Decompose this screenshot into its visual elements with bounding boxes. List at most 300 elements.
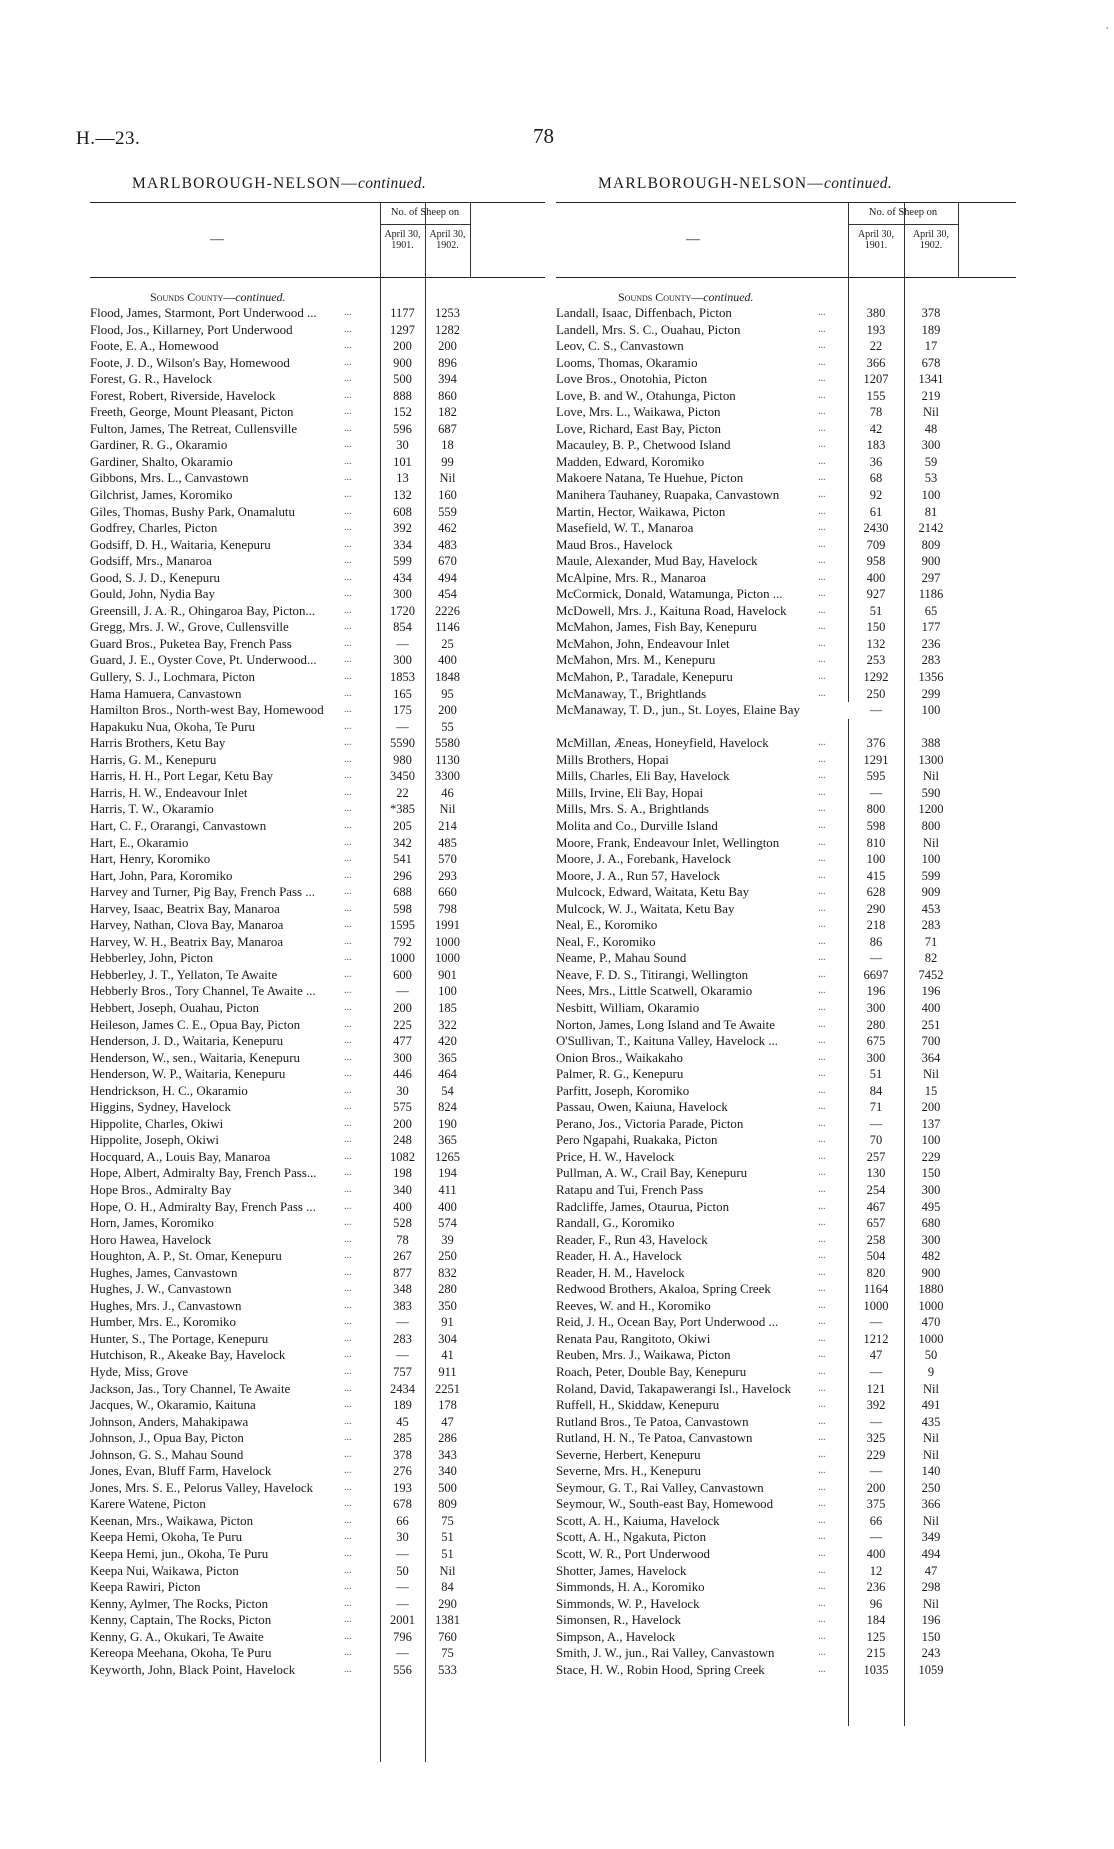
table-row [90, 652, 545, 669]
leader-dots: ... [344, 406, 352, 418]
table-row [90, 1579, 545, 1596]
table-row [556, 702, 1016, 735]
leader-dots: ... [818, 1299, 826, 1311]
sheep-1902: 860 [438, 388, 457, 403]
sheep-1902: 1000 [435, 934, 460, 949]
owner-name: Henderson, W., sen., Waitaria, Kenepuru [90, 1050, 303, 1067]
leader-dots: ... [344, 869, 352, 881]
right-header-col1-line: April 30, [857, 229, 895, 240]
table-row [556, 305, 1016, 322]
owner-name: Good, S. J. D., Kenepuru [90, 570, 223, 587]
sheep-1902: 47 [441, 1414, 454, 1429]
table-row [90, 454, 545, 471]
table-row [90, 487, 545, 504]
sheep-1902: 236 [921, 636, 941, 651]
table-row [556, 752, 1016, 769]
sheep-1901: 229 [866, 1447, 886, 1462]
sheep-1901: 342 [393, 835, 412, 850]
owner-name: Foote, E. A., Homewood [90, 338, 222, 355]
table-row [556, 1199, 1016, 1216]
table-row [556, 1529, 1016, 1546]
sheep-1901: 709 [866, 537, 886, 552]
sheep-1901: 47 [869, 1348, 883, 1363]
sheep-1901: — [869, 1530, 883, 1545]
left-header-col1-line: 1901. [391, 240, 414, 251]
sheep-1901: 66 [396, 1513, 409, 1528]
sheep-1902: 482 [921, 1249, 941, 1264]
owner-name: Giles, Thomas, Bushy Park, Onamalutu [90, 504, 298, 521]
owner-name: Kenny, Aylmer, The Rocks, Picton [90, 1596, 271, 1613]
leader-dots: ... [818, 1018, 826, 1030]
sheep-1901: — [396, 1580, 409, 1595]
table-row [90, 1612, 545, 1629]
right-header-col1 [848, 229, 904, 251]
owner-name: Freeth, George, Mount Pleasant, Picton [90, 404, 296, 421]
sheep-1902: 178 [438, 1398, 457, 1413]
leader-dots: ... [818, 1150, 826, 1162]
leader-dots: ... [344, 1663, 352, 1675]
sheep-1901: 84 [869, 1083, 883, 1098]
sheep-1901: — [396, 719, 409, 734]
owner-name: Shotter, James, Havelock [556, 1563, 690, 1580]
sheep-1901: 30 [396, 438, 409, 453]
leader-dots: ... [344, 1531, 352, 1543]
sheep-1901: 254 [866, 1182, 886, 1197]
sheep-1901: 248 [393, 1133, 412, 1148]
leader-dots: ... [818, 1564, 826, 1576]
sheep-1901: 1720 [390, 603, 415, 618]
sheep-1902: 39 [441, 1232, 454, 1247]
sheep-1902: 290 [438, 1596, 457, 1611]
owner-name: McMahon, Mrs. M., Kenepuru [556, 652, 718, 669]
leader-dots: ... [344, 737, 352, 749]
sheep-1901: 218 [866, 918, 886, 933]
leader-dots: ... [818, 952, 826, 964]
sheep-1901: 215 [866, 1646, 886, 1661]
owner-name: Jackson, Jas., Tory Channel, Te Awaite [90, 1381, 293, 1398]
leader-dots: ... [344, 902, 352, 914]
sheep-1902: 59 [924, 454, 938, 469]
sheep-1901: 71 [869, 1100, 883, 1115]
sheep-1901: 66 [869, 1513, 883, 1528]
sheep-1902: 177 [921, 620, 941, 635]
sheep-1902: 420 [438, 1034, 457, 1049]
owner-name: Love, Richard, East Bay, Picton [556, 421, 724, 438]
leader-dots: ... [344, 1117, 352, 1129]
sheep-1902: 464 [438, 1067, 457, 1082]
sheep-1902: Nil [923, 1067, 939, 1082]
table-row [556, 1083, 1016, 1100]
table-row [90, 1132, 545, 1149]
sheep-1901: 541 [393, 852, 412, 867]
table-row [90, 421, 545, 438]
leader-dots: ... [344, 1366, 352, 1377]
leader-dots: ... [818, 753, 826, 765]
table-row [556, 1430, 1016, 1447]
owner-name: Harris Brothers, Ketu Bay [90, 735, 228, 752]
sheep-1901: 688 [393, 885, 412, 900]
sheep-1902: 99 [441, 454, 454, 469]
leader-dots: ... [818, 1101, 826, 1113]
sheep-1902: 760 [438, 1629, 457, 1644]
owner-name: Simmonds, H. A., Koromiko [556, 1579, 708, 1596]
table-row [90, 1099, 545, 1116]
owner-name: Keepa Hemi, Okoha, Te Puru [90, 1529, 245, 1546]
owner-name: Palmer, R. G., Kenepuru [556, 1066, 686, 1083]
sheep-1901: 285 [393, 1431, 412, 1446]
sheep-1901: 675 [866, 1034, 886, 1049]
owner-name: Hendrickson, H. C., Okaramio [90, 1083, 251, 1100]
sheep-1902: 100 [921, 1133, 941, 1148]
sheep-1902: 91 [441, 1315, 454, 1330]
table-row [556, 1116, 1016, 1133]
table-row [90, 801, 545, 818]
sheep-1901: 877 [393, 1265, 412, 1280]
table-row [556, 1248, 1016, 1265]
right-table [556, 202, 1016, 1726]
leader-dots: ... [818, 1415, 826, 1427]
sheep-1902: Nil [923, 1431, 939, 1446]
owner-name: Seymour, G. T., Rai Valley, Canvastown [556, 1480, 767, 1497]
leader-dots: ... [818, 373, 826, 385]
sheep-1902: 283 [921, 918, 941, 933]
sheep-1901: 13 [396, 471, 409, 486]
sheep-1901: 61 [869, 504, 883, 519]
table-row [90, 1430, 545, 1447]
leader-dots: ... [344, 1548, 352, 1560]
owner-name: McManaway, T. D., jun., St. Loyes, Elaine Bay [556, 702, 849, 719]
table-row [556, 1662, 1016, 1679]
sheep-1901: — [869, 703, 883, 718]
sheep-1902: 304 [438, 1331, 457, 1346]
leader-dots: ... [344, 1250, 352, 1262]
sheep-1901: 200 [393, 339, 412, 354]
sheep-1902: 1282 [435, 322, 460, 337]
sheep-1901: 51 [869, 603, 883, 618]
owner-name: Hart, C. F., Orarangi, Canvastown [90, 818, 269, 835]
leader-dots: ... [818, 737, 826, 749]
table-row [90, 1000, 545, 1017]
sheep-1902: 250 [921, 1480, 941, 1495]
leader-dots: ... [818, 886, 826, 898]
sheep-1902: 1000 [918, 1331, 944, 1346]
sheep-1901: 1177 [390, 306, 415, 320]
sheep-1902: 1848 [435, 670, 460, 685]
leader-dots: ... [818, 439, 826, 451]
table-row [556, 1099, 1016, 1116]
sheep-1902: 150 [921, 1629, 941, 1644]
leader-dots: ... [344, 356, 352, 368]
sheep-1902: 400 [921, 1000, 941, 1015]
sheep-1901: 556 [393, 1662, 412, 1677]
table-row [90, 553, 545, 570]
table-row [556, 1298, 1016, 1315]
leader-dots: ... [344, 1018, 352, 1030]
table-row [556, 322, 1016, 339]
sheep-1901: 200 [866, 1480, 886, 1495]
sheep-1901: — [396, 1315, 409, 1330]
leader-dots: ... [344, 1332, 352, 1344]
owner-name: Severne, Herbert, Kenepuru [556, 1447, 704, 1464]
table-row [556, 355, 1016, 372]
sheep-1902: 1059 [918, 1662, 944, 1677]
owner-name: Flood, James, Starmont, Port Underwood ... [90, 305, 320, 322]
table-row [556, 1132, 1016, 1149]
owner-name: Gardiner, Shalto, Okaramio [90, 454, 236, 471]
leader-dots: ... [344, 1035, 352, 1047]
table-row [90, 1281, 545, 1298]
sheep-1902: 365 [438, 1050, 457, 1065]
owner-name: Maule, Alexander, Mud Bay, Havelock [556, 553, 761, 570]
table-row [556, 1496, 1016, 1513]
table-row [556, 983, 1016, 1000]
sheep-1901: 392 [866, 1398, 886, 1413]
sheep-1901: 121 [866, 1381, 886, 1396]
table-row [556, 686, 1016, 703]
leader-dots: ... [818, 1167, 826, 1179]
owner-name: Hama Hamuera, Canvastown [90, 686, 244, 703]
sheep-1902: 9 [927, 1365, 935, 1379]
table-row [90, 884, 545, 901]
left-header-col2-line: 1902. [436, 240, 459, 251]
leader-dots: ... [344, 1217, 352, 1229]
right-header-bottom-rule [556, 277, 1016, 278]
sheep-1901: *385 [390, 802, 415, 817]
table-row [90, 586, 545, 603]
owner-name: Molita and Co., Durville Island [556, 818, 721, 835]
owner-name: Mulcock, W. J., Waitata, Ketu Bay [556, 901, 737, 918]
sheep-1901: 757 [393, 1365, 412, 1379]
sheep-1901: 500 [393, 372, 412, 387]
table-row [556, 768, 1016, 785]
leader-dots: ... [344, 389, 352, 401]
sheep-1902: 388 [921, 736, 941, 751]
sheep-1902: 599 [921, 868, 941, 883]
sheep-1901: 598 [393, 901, 412, 916]
sheep-1901: 599 [393, 554, 412, 569]
sheep-1901: 380 [866, 306, 886, 320]
sheep-1901: 446 [393, 1067, 412, 1082]
sheep-1902: 1991 [435, 918, 460, 933]
owner-name: Stace, H. W., Robin Hood, Spring Creek [556, 1662, 768, 1679]
leader-dots: ... [818, 1084, 826, 1096]
leader-dots: ... [818, 1514, 826, 1526]
sheep-1902: 470 [921, 1315, 941, 1330]
owner-name: Rutland Bros., Te Patoa, Canvastown [556, 1414, 752, 1431]
owner-name: Martin, Hector, Waikawa, Picton [556, 504, 728, 521]
leader-dots: ... [818, 356, 826, 368]
owner-name: Keepa Hemi, jun., Okoha, Te Puru [90, 1546, 271, 1563]
owner-name: Leov, C. S., Canvastown [556, 338, 687, 355]
table-row [90, 785, 545, 802]
left-column-rule [470, 202, 471, 277]
sheep-1901: 528 [393, 1216, 412, 1231]
sheep-1901: 51 [869, 1067, 883, 1082]
sheep-1902: Nil [923, 1447, 939, 1462]
sheep-1902: 25 [441, 636, 454, 651]
table-row [556, 1281, 1016, 1298]
table-row [90, 1165, 545, 1182]
leader-dots: ... [344, 489, 352, 501]
left-header-col1-line: April 30, [384, 229, 421, 240]
table-row [556, 1165, 1016, 1182]
table-row [556, 801, 1016, 818]
sheep-1901: — [396, 636, 409, 651]
owner-name: Hope, Albert, Admiralty Bay, French Pass... [90, 1165, 320, 1182]
table-row [556, 1066, 1016, 1083]
left-section-county: Sounds County— [150, 290, 236, 304]
leader-dots: ... [344, 819, 352, 831]
sheep-1901: 198 [393, 1166, 412, 1181]
sheep-1901: 392 [393, 521, 412, 536]
sheep-1902: 100 [438, 984, 457, 999]
table-row [90, 1364, 545, 1381]
leader-dots: ... [344, 621, 352, 633]
sheep-1901: 477 [393, 1034, 412, 1049]
right-header-col2 [904, 229, 958, 251]
sheep-1902: 2251 [435, 1381, 460, 1396]
leader-dots: ... [818, 869, 826, 881]
leader-dots: ... [344, 1266, 352, 1278]
table-row [90, 967, 545, 984]
table-row [90, 669, 545, 686]
owner-name: McManaway, T., Brightlands [556, 686, 709, 703]
leader-dots: ... [344, 1415, 352, 1427]
sheep-1901: 800 [866, 802, 886, 817]
leader-dots: ... [818, 522, 826, 534]
sheep-1901: — [869, 1464, 883, 1479]
table-row [556, 1397, 1016, 1414]
owner-name: Harvey and Turner, Pig Bay, French Pass ... [90, 884, 318, 901]
right-header-col2-line: 1902. [919, 240, 943, 251]
table-row [556, 421, 1016, 438]
table-row [90, 1381, 545, 1398]
sheep-1901: 375 [866, 1497, 886, 1512]
sheep-1901: 225 [393, 1017, 412, 1032]
sheep-1902: 435 [921, 1414, 941, 1429]
leader-dots: ... [818, 1448, 826, 1460]
table-row [556, 1414, 1016, 1431]
table-row [90, 1265, 545, 1282]
sheep-1902: 483 [438, 537, 457, 552]
leader-dots: ... [818, 323, 826, 335]
sheep-1901: 958 [866, 554, 886, 569]
owner-name: Forest, Robert, Riverside, Havelock [90, 388, 278, 405]
owner-name: Harris, H. W., Endeavour Inlet [90, 785, 251, 802]
right-rows [556, 305, 1016, 1678]
left-table [90, 202, 545, 1762]
sheep-1902: 900 [921, 554, 941, 569]
sheep-1901: — [396, 1596, 409, 1611]
sheep-1901: 193 [866, 322, 886, 337]
table-row [556, 1000, 1016, 1017]
owner-name: McAlpine, Mrs. R., Manaroa [556, 570, 709, 587]
owner-name: Moore, J. A., Run 57, Havelock [556, 868, 723, 885]
owner-name: Keenan, Mrs., Waikawa, Picton [90, 1513, 256, 1530]
sheep-1902: 1381 [435, 1613, 460, 1628]
owner-name: Hebberley, John, Picton [90, 950, 216, 967]
sheep-1902: 824 [438, 1100, 457, 1115]
leader-dots: ... [818, 1432, 826, 1444]
sheep-1901: — [869, 951, 883, 966]
sheep-1901: 325 [866, 1431, 886, 1446]
sheep-1902: 570 [438, 852, 457, 867]
owner-name: McMahon, James, Fish Bay, Kenepuru [556, 619, 760, 636]
owner-name: Moore, J. A., Forebank, Havelock [556, 851, 734, 868]
leader-dots: ... [818, 538, 826, 550]
table-row [90, 305, 545, 322]
leader-dots: ... [818, 1200, 826, 1212]
leader-dots: ... [818, 1035, 826, 1047]
sheep-1901: 1297 [390, 322, 415, 337]
sheep-1902: 229 [921, 1149, 941, 1164]
leader-dots: ... [344, 687, 352, 699]
owner-name: Keepa Nui, Waikawa, Picton [90, 1563, 242, 1580]
left-heading-main: MARLBOROUGH-NELSON— [132, 175, 359, 192]
owner-name: Hebbert, Joseph, Ouahau, Picton [90, 1000, 262, 1017]
leader-dots: ... [344, 439, 352, 451]
sheep-1902: 1880 [918, 1282, 944, 1297]
sheep-1902: 71 [924, 934, 938, 949]
table-row [90, 1645, 545, 1662]
sheep-1901: 575 [393, 1100, 412, 1115]
sheep-1902: 1200 [918, 802, 944, 817]
leader-dots: ... [818, 1531, 826, 1543]
leader-dots: ... [818, 505, 826, 517]
sheep-1901: — [869, 1116, 883, 1131]
sheep-1902: 54 [441, 1083, 454, 1098]
sheep-1902: 378 [921, 306, 941, 320]
sheep-1901: 125 [866, 1629, 886, 1644]
sheep-1902: 366 [921, 1497, 941, 1512]
table-row [90, 1017, 545, 1034]
owner-name: Jones, Evan, Bluff Farm, Havelock [90, 1463, 274, 1480]
left-header-col1 [380, 229, 425, 251]
table-row [556, 884, 1016, 901]
owner-name: Simpson, A., Havelock [556, 1629, 678, 1646]
leader-dots: ... [344, 935, 352, 947]
sheep-1901: 296 [393, 868, 412, 883]
owner-name: Randall, G., Koromiko [556, 1215, 678, 1232]
page-number: 78 [533, 124, 554, 148]
sheep-1902: 350 [438, 1298, 457, 1313]
sheep-1902: 100 [921, 488, 941, 503]
owner-name: Greensill, J. A. R., Ohingaroa Bay, Picton... [90, 603, 318, 620]
right-section-continued: continued. [703, 290, 754, 304]
left-header-col2 [425, 229, 470, 251]
table-row [90, 1033, 545, 1050]
sheep-1901: 253 [866, 653, 886, 668]
table-row [90, 636, 545, 653]
owner-name: Hope, O. H., Admiralty Bay, French Pass ... [90, 1199, 319, 1216]
leader-dots: ... [818, 1051, 826, 1063]
sheep-1902: 343 [438, 1447, 457, 1462]
sheep-1901: 300 [866, 1050, 886, 1065]
sheep-1901: — [869, 1315, 883, 1330]
owner-name: Hart, E., Okaramio [90, 835, 191, 852]
owner-name: Onion Bros., Waikakaho [556, 1050, 686, 1067]
sheep-1902: 340 [438, 1464, 457, 1479]
sheep-1901: 334 [393, 537, 412, 552]
owner-name: Harvey, Nathan, Clova Bay, Manaroa [90, 917, 286, 934]
leader-dots: ... [818, 571, 826, 583]
sheep-1902: 491 [921, 1398, 941, 1413]
sheep-1901: 193 [393, 1480, 412, 1495]
table-row [556, 1314, 1016, 1331]
sheep-1901: 132 [866, 636, 886, 651]
sheep-1902: 349 [921, 1530, 941, 1545]
table-row [90, 1529, 545, 1546]
